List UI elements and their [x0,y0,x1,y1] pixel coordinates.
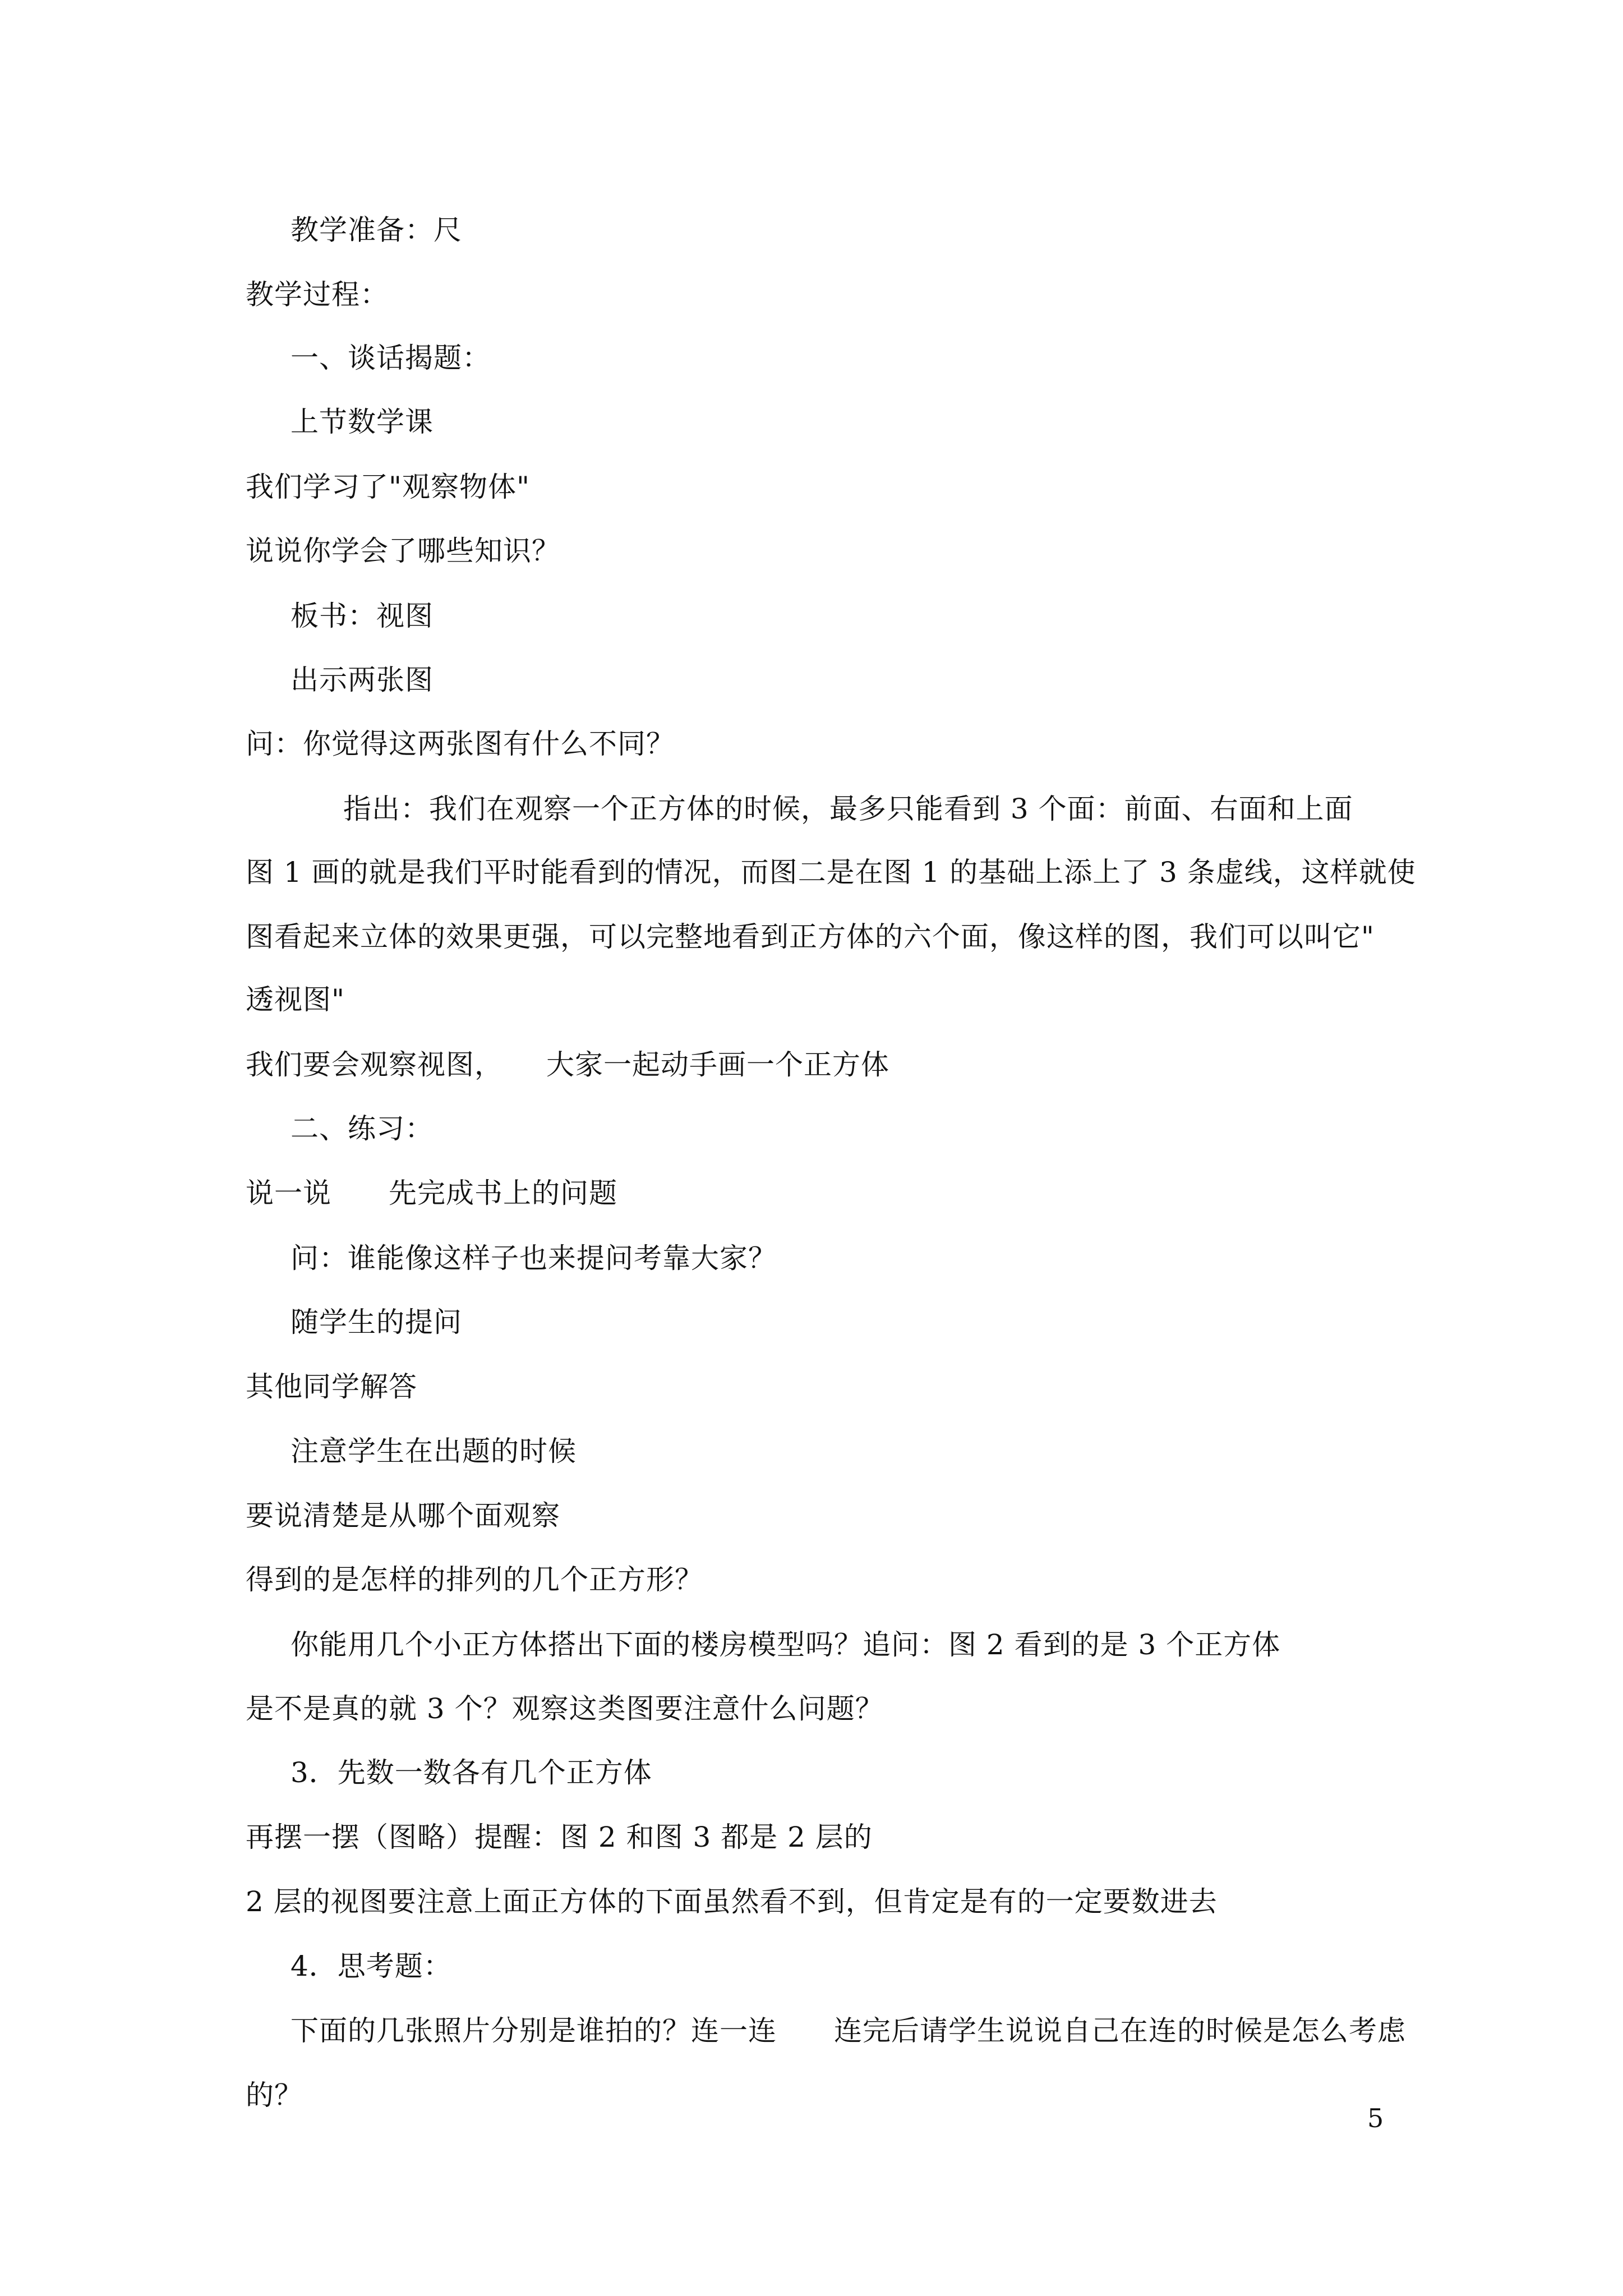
text-line: 你能用几个小正方体搭出下面的楼房模型吗？追问：图 2 看到的是 3 个正方体 [291,1628,1281,1661]
text-line: 说说你学会了哪些知识？ [246,535,560,567]
text-line: 下面的几张照片分别是谁拍的？连一连 连完后请学生说说自己在连的时候是怎么考虑 [291,2014,1406,2047]
text-line: 其他同学解答 [246,1370,417,1403]
page-number: 5 [1367,2103,1384,2133]
text-line: 二、练习： [291,1112,434,1145]
text-line: 注意学生在出题的时候 [291,1435,577,1467]
text-line: 随学生的提问 [291,1306,462,1338]
text-line: 透视图" [246,983,345,1016]
text-line: 要说清楚是从哪个面观察 [246,1499,560,1532]
text-line: 我们学习了"观察物体" [246,471,530,503]
text-line: 说一说 先完成书上的问题 [246,1177,617,1209]
text-line: 的？ [246,2079,303,2111]
text-line: 图 1 画的就是我们平时能看到的情况，而图二是在图 1 的基础上添上了 3 条虚线，这样就使 [246,856,1416,889]
text-line: 3．先数一数各有几个正方体 [291,1756,652,1789]
text-line: 上节数学课 [291,406,434,438]
text-line: 问：谁能像这样子也来提问考靠大家？ [291,1242,777,1274]
text-line: 问：你觉得这两张图有什么不同？ [246,728,675,760]
text-line: 我们要会观察视图， 大家一起动手画一个正方体 [246,1048,889,1081]
text-line: 出示两张图 [291,664,434,696]
text-line: 一、谈话揭题： [291,342,491,374]
text-line: 2 层的视图要注意上面正方体的下面虽然看不到，但肯定是有的一定要数进去 [246,1885,1218,1918]
text-line: 4．思考题： [291,1950,452,1982]
text-line: 教学过程： [246,278,389,311]
text-line: 再摆一摆（图略）提醒：图 2 和图 3 都是 2 层的 [246,1821,873,1853]
text-line: 指出：我们在观察一个正方体的时候，最多只能看到 3 个面：前面、右面和上面 [343,793,1353,825]
text-line: 板书：视图 [291,600,434,632]
text-line: 是不是真的就 3 个？观察这类图要注意什么问题？ [246,1692,884,1725]
text-line: 得到的是怎样的排列的几个正方形？ [246,1563,703,1596]
text-line: 教学准备：尺 [291,214,462,246]
text-line: 图看起来立体的效果更强，可以完整地看到正方体的六个面，像这样的图，我们可以叫它" [246,921,1375,953]
